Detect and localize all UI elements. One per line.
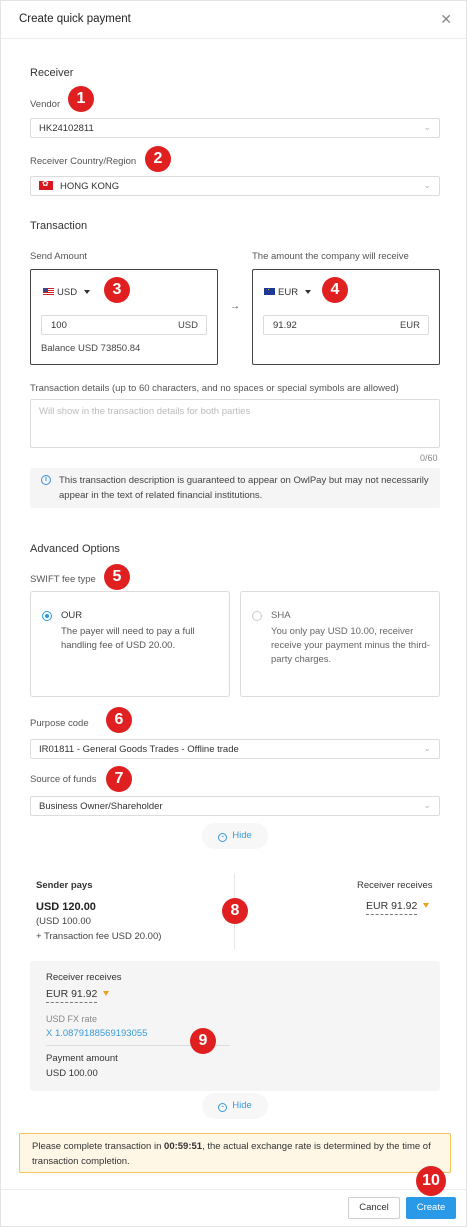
balance-text: Balance USD 73850.84 — [41, 343, 141, 354]
countdown-timer: 00:59:51 — [164, 1141, 203, 1152]
receive-currency: EUR — [278, 287, 299, 298]
receiver-amount-dropdown[interactable] — [366, 900, 429, 912]
radio-our-selected[interactable] — [42, 611, 52, 621]
chevron-down-icon: ⌄ — [423, 180, 431, 190]
transaction-section-title: Transaction — [30, 220, 88, 232]
receiver-amount: EUR 91.92 — [366, 900, 417, 915]
warning-prefix: Please complete transaction in — [32, 1141, 165, 1152]
source-of-funds-select[interactable] — [30, 796, 440, 816]
panel-receiver-label: Receiver receives — [46, 972, 122, 983]
us-flag-icon — [43, 288, 54, 295]
transaction-details-input[interactable] — [30, 399, 440, 448]
receive-amount-value: 91.92 — [273, 320, 297, 331]
annotation-badge-7: 7 — [106, 766, 132, 792]
swift-fee-label: SWIFT fee type — [30, 574, 96, 585]
send-amount-label: Send Amount — [30, 251, 88, 262]
source-of-funds-value: Business Owner/Shareholder — [39, 801, 163, 812]
footer-divider — [1, 1189, 466, 1190]
hide-summary-label: Hide — [232, 1100, 252, 1111]
caret-down-icon — [423, 903, 429, 908]
chevron-down-icon: ⌄ — [423, 743, 431, 753]
fx-rate-label: USD FX rate — [46, 1014, 98, 1024]
sender-base-amount: (USD 100.00 — [36, 916, 91, 927]
fx-details-panel — [30, 961, 440, 1091]
hide-advanced-label: Hide — [232, 830, 252, 841]
caret-down-icon — [305, 290, 311, 294]
receiver-section-title: Receiver — [30, 67, 74, 79]
purpose-code-select[interactable] — [30, 739, 440, 759]
caret-down-icon — [84, 290, 90, 294]
panel-receiver-amount: EUR 91.92 — [46, 988, 97, 1003]
annotation-badge-3: 3 — [104, 277, 130, 303]
country-select[interactable] — [30, 176, 440, 196]
radio-sha[interactable] — [252, 611, 262, 621]
vendor-label: Vendor — [30, 99, 61, 110]
sender-fee: + Transaction fee USD 20.00) — [36, 931, 162, 942]
our-description: The payer will need to pay a full handling fee of USD 20.00. — [61, 626, 195, 651]
send-currency-select[interactable] — [43, 287, 90, 298]
character-count: 0/60 — [420, 453, 438, 463]
payment-amount-label: Payment amount — [46, 1053, 118, 1064]
purpose-code-label: Purpose code — [30, 718, 89, 729]
annotation-badge-4: 4 — [322, 277, 348, 303]
vendor-value: HK24102811 — [39, 123, 94, 134]
hong-kong-flag-icon — [39, 181, 53, 190]
annotation-badge-9: 9 — [190, 1028, 216, 1054]
receive-currency-select[interactable] — [264, 287, 311, 298]
sender-total: USD 120.00 — [36, 901, 96, 913]
annotation-badge-8: 8 — [222, 898, 248, 924]
receiver-receives-label: Receiver receives — [357, 880, 433, 891]
info-icon: i — [41, 475, 51, 485]
swift-option-our[interactable] — [30, 591, 230, 697]
annotation-badge-1: 1 — [68, 86, 94, 112]
annotation-badge-6: 6 — [106, 707, 132, 733]
chevron-down-icon: ⌄ — [423, 122, 431, 132]
swift-option-sha[interactable] — [240, 591, 440, 697]
purpose-code-value: IR01811 - General Goods Trades - Offline trade — [39, 744, 239, 755]
hide-summary-button[interactable] — [202, 1093, 268, 1119]
dialog-title: Create quick payment — [19, 13, 131, 25]
transaction-info-note — [30, 468, 440, 508]
sha-description: You only pay USD 10.00, receiver receive your payment minus the third-party charges. — [271, 626, 430, 665]
caret-down-icon — [103, 991, 109, 996]
country-label: Receiver Country/Region — [30, 156, 137, 167]
sender-pays-label: Sender pays — [36, 880, 93, 891]
annotation-badge-5: 5 — [104, 564, 130, 590]
send-amount-value: 100 — [51, 320, 67, 331]
hide-advanced-button[interactable] — [202, 823, 268, 849]
advanced-options-title: Advanced Options — [30, 543, 120, 555]
chevron-down-icon: ⌄ — [423, 800, 431, 810]
payment-amount-value: USD 100.00 — [46, 1068, 98, 1079]
annotation-badge-10: 10 — [416, 1166, 446, 1196]
arrow-right-icon: → — [230, 301, 240, 312]
warning-suffix: , the actual exchange rate is determined by the time of transaction completion. — [32, 1141, 431, 1167]
send-currency: USD — [57, 287, 78, 298]
transaction-details-placeholder: Will show in the transaction details for both parties — [39, 406, 251, 417]
close-icon[interactable]: ✕ — [440, 11, 452, 27]
transaction-details-label: Transaction details (up to 60 characters, and no spaces or special symbols are allowed) — [30, 383, 399, 394]
sha-title: SHA — [271, 610, 291, 621]
receive-amount-input[interactable] — [263, 315, 429, 335]
country-value: HONG KONG — [60, 181, 120, 192]
countdown-warning — [19, 1133, 451, 1173]
source-of-funds-label: Source of funds — [30, 774, 97, 785]
send-amount-unit: USD — [177, 320, 198, 331]
annotation-badge-2: 2 — [145, 146, 171, 172]
receive-amount-unit: EUR — [399, 320, 420, 331]
receive-amount-label: The amount the company will receive — [252, 251, 409, 262]
dialog-header — [1, 1, 466, 39]
cancel-button[interactable]: Cancel — [348, 1197, 400, 1219]
info-note-text: This transaction description is guaranteed to appear on OwlPay but may not necessarily appear in the text of related financial institutions. — [59, 475, 429, 501]
fx-rate-value: X 1.0879188569193055 — [46, 1028, 148, 1039]
create-button[interactable]: Create — [406, 1197, 456, 1219]
minus-circle-icon: - — [218, 833, 227, 842]
send-amount-input[interactable] — [41, 315, 207, 335]
minus-circle-icon: - — [218, 1103, 227, 1112]
vendor-select[interactable] — [30, 118, 440, 138]
panel-receiver-amount-dropdown[interactable] — [46, 988, 109, 1000]
eu-flag-icon — [264, 288, 275, 295]
our-title: OUR — [61, 610, 83, 621]
